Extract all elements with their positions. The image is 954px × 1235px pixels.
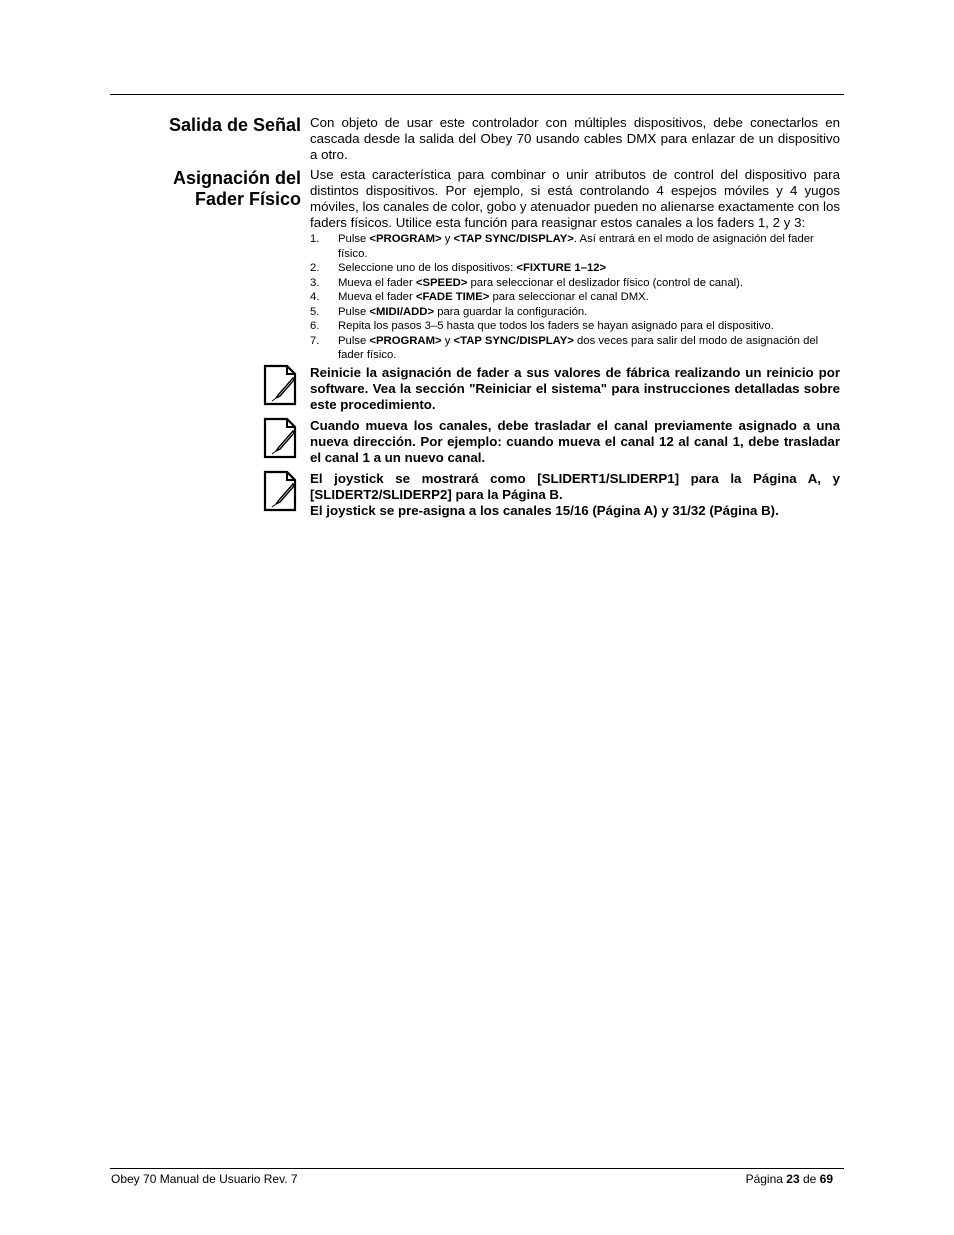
section-text-salida: Con objeto de usar este controlador con múltiples dispositivos, debe conectarlos en cascada desde la salida del Obey 70 usando cables DMX para enlazar de un dispositivo a otro. xyxy=(310,115,840,162)
step-number: 2. xyxy=(310,262,320,274)
step-text-part: dos veces para salir del modo de asignación del fader físico. xyxy=(338,334,819,361)
step-item xyxy=(310,305,840,320)
step-text-part: Mueva el fader xyxy=(338,276,416,289)
section-text-asignacion: Use esta característica para combinar o unir atributos de control del dispositivo para distintos dispositivos. Por ejemplo, si está controlando 4 espejos móviles y 4 yugos móviles, los canales de color, gobo y atenuador pueden no alienarse exactamente con los faders físicos. Utilice esta función para reasignar estos canales a los faders 1, 2 y 3: xyxy=(310,167,840,230)
note-icon xyxy=(263,470,297,512)
footer-page-number xyxy=(746,1172,833,1186)
step-text-part: Repita los pasos 3–5 hasta que todos los faders se hayan asignado para el dispositivo. xyxy=(338,320,774,332)
step-text-part: Pulse xyxy=(338,233,370,245)
step-number: 5. xyxy=(310,305,320,318)
step-item xyxy=(310,290,840,305)
step-item xyxy=(310,276,840,291)
step-key: <FADE TIME> xyxy=(415,291,490,303)
step-text-part: Pulse xyxy=(338,305,370,318)
step-text-part: para guardar la configuración. xyxy=(434,305,588,318)
step-text-part: y xyxy=(441,334,454,347)
step-text xyxy=(338,305,840,320)
section-heading-asignacion xyxy=(110,168,301,210)
step-key: <TAP SYNC/DISPLAY> xyxy=(453,334,574,347)
step-number: 6. xyxy=(310,320,320,332)
step-text xyxy=(338,334,840,363)
step-number: 4. xyxy=(310,291,320,303)
steps-list xyxy=(310,232,840,363)
step-text-part: para seleccionar el deslizador físico (control de canal). xyxy=(467,276,744,289)
note-icon xyxy=(263,364,297,406)
step-text xyxy=(338,232,840,261)
step-key: <FIXTURE 1–12> xyxy=(516,262,607,274)
step-number: 1. xyxy=(310,233,320,245)
step-item xyxy=(310,261,840,276)
step-text-part: Mueva el fader xyxy=(338,291,416,303)
step-text-part: para seleccionar el canal DMX. xyxy=(489,291,649,303)
section-heading-text: Salida de Señal xyxy=(168,115,301,135)
step-text xyxy=(338,319,840,334)
step-number: 7. xyxy=(310,334,320,347)
step-item xyxy=(310,319,840,334)
page-current: 23 xyxy=(786,1172,800,1186)
section-heading-salida xyxy=(110,115,301,136)
step-key: <TAP SYNC/DISPLAY> xyxy=(453,233,574,245)
step-text xyxy=(338,290,840,305)
note-line: El joystick se pre-asigna a los canales 15/16 (Página A) y 31/32 (Página B). xyxy=(310,503,779,518)
note-line: Cuando mueva los canales, debe trasladar el canal previamente asignado a una nueva dirección. Por ejemplo: cuando mueva el canal 12 al canal 1, debe trasladar el canal 1 a un nuevo canal. xyxy=(310,418,840,465)
step-text-part: Seleccione uno de los dispositivos: xyxy=(338,262,517,274)
step-key: <SPEED> xyxy=(415,276,468,289)
step-text xyxy=(338,276,840,291)
page-prefix: Página xyxy=(745,1172,787,1186)
step-key: <MIDI/ADD> xyxy=(369,305,435,318)
page-mid: de xyxy=(799,1172,820,1186)
page-total: 69 xyxy=(819,1172,833,1186)
section-heading-line: Fader Físico xyxy=(194,189,301,209)
note-line: El joystick se mostrará como [SLIDERT1/SLIDERP1] para la Página A, y [SLIDERT2/SLIDERP2] para la Página B. xyxy=(310,471,840,502)
step-item xyxy=(310,334,840,363)
step-number: 3. xyxy=(310,276,320,289)
step-item xyxy=(310,232,840,261)
section-heading-line: Asignación del xyxy=(172,168,301,188)
footer-rule xyxy=(110,1168,844,1169)
note-line: Reinicie la asignación de fader a sus valores de fábrica realizando un reinicio por software. Vea la sección "Reiniciar el sistema" para instrucciones detalladas sobre este procedimiento. xyxy=(310,365,840,412)
step-text-part: . Así entrará en el modo de asignación del fader físico. xyxy=(338,233,814,260)
step-text-part: y xyxy=(441,233,454,245)
note-text xyxy=(310,471,840,519)
header-rule xyxy=(110,94,844,95)
step-text-part: Pulse xyxy=(338,334,370,347)
note-text xyxy=(310,418,840,466)
footer-document-title: Obey 70 Manual de Usuario Rev. 7 xyxy=(111,1172,298,1186)
step-key: <PROGRAM> xyxy=(369,334,442,347)
step-key: <PROGRAM> xyxy=(369,233,442,245)
step-text xyxy=(338,261,840,276)
note-icon xyxy=(263,417,297,459)
note-text xyxy=(310,365,840,413)
